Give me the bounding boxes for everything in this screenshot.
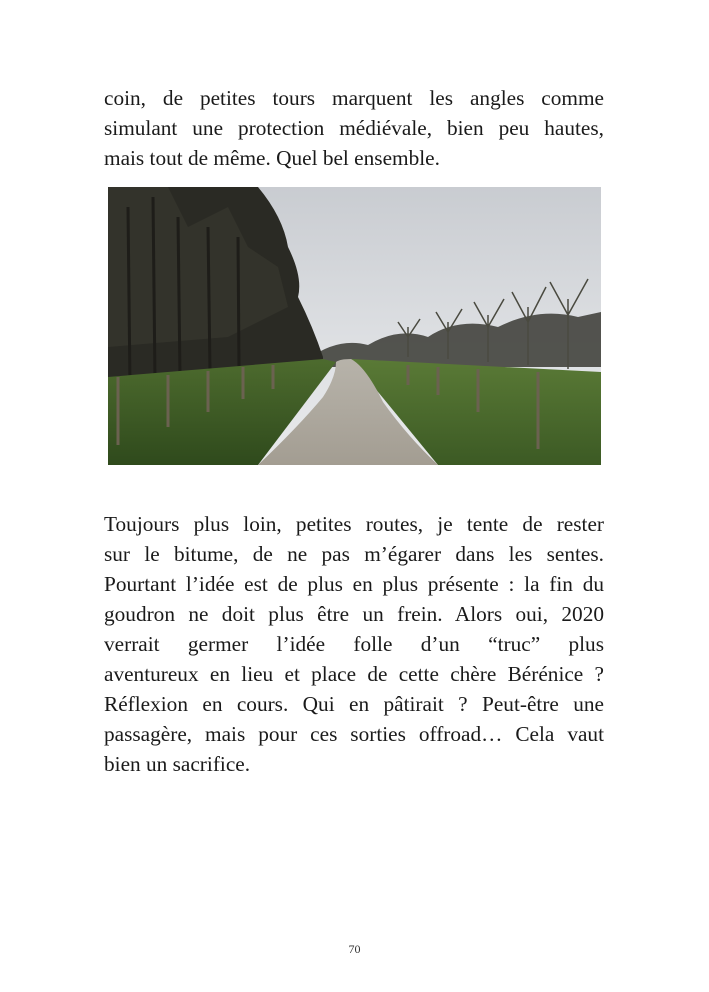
text-line: simulant une protection médiévale, bien peu hautes, [104, 116, 604, 140]
text-line: Réflexion en cours. Qui en pâtirait ? Peut-être une [104, 692, 604, 716]
text-line: Pourtant l’idée est de plus en plus présente : la fin du [104, 572, 604, 596]
text-line: mais tout de même. Quel bel ensemble. [104, 146, 440, 170]
text-line: Toujours plus loin, petites routes, je tente de rester [104, 512, 604, 536]
text-line: passagère, mais pour ces sorties offroad… Cela vaut [104, 722, 604, 746]
text-line: aventureux en lieu et place de cette chère Bérénice ? [104, 662, 604, 686]
text-line: goudron ne doit plus être un frein. Alors oui, 2020 [104, 602, 604, 626]
page-number: 70 [348, 942, 361, 956]
paragraph-intro [104, 83, 604, 173]
text-line: bien un sacrifice. [104, 752, 251, 776]
paragraph-main [104, 509, 604, 779]
text-line: coin, de petites tours marquent les angles comme [104, 86, 604, 110]
country-road-photo [108, 187, 601, 465]
text-line: verrait germer l’idée folle d’un “truc” plus [104, 632, 604, 656]
text-line: sur le bitume, de ne pas m’égarer dans les sentes. [104, 542, 604, 566]
